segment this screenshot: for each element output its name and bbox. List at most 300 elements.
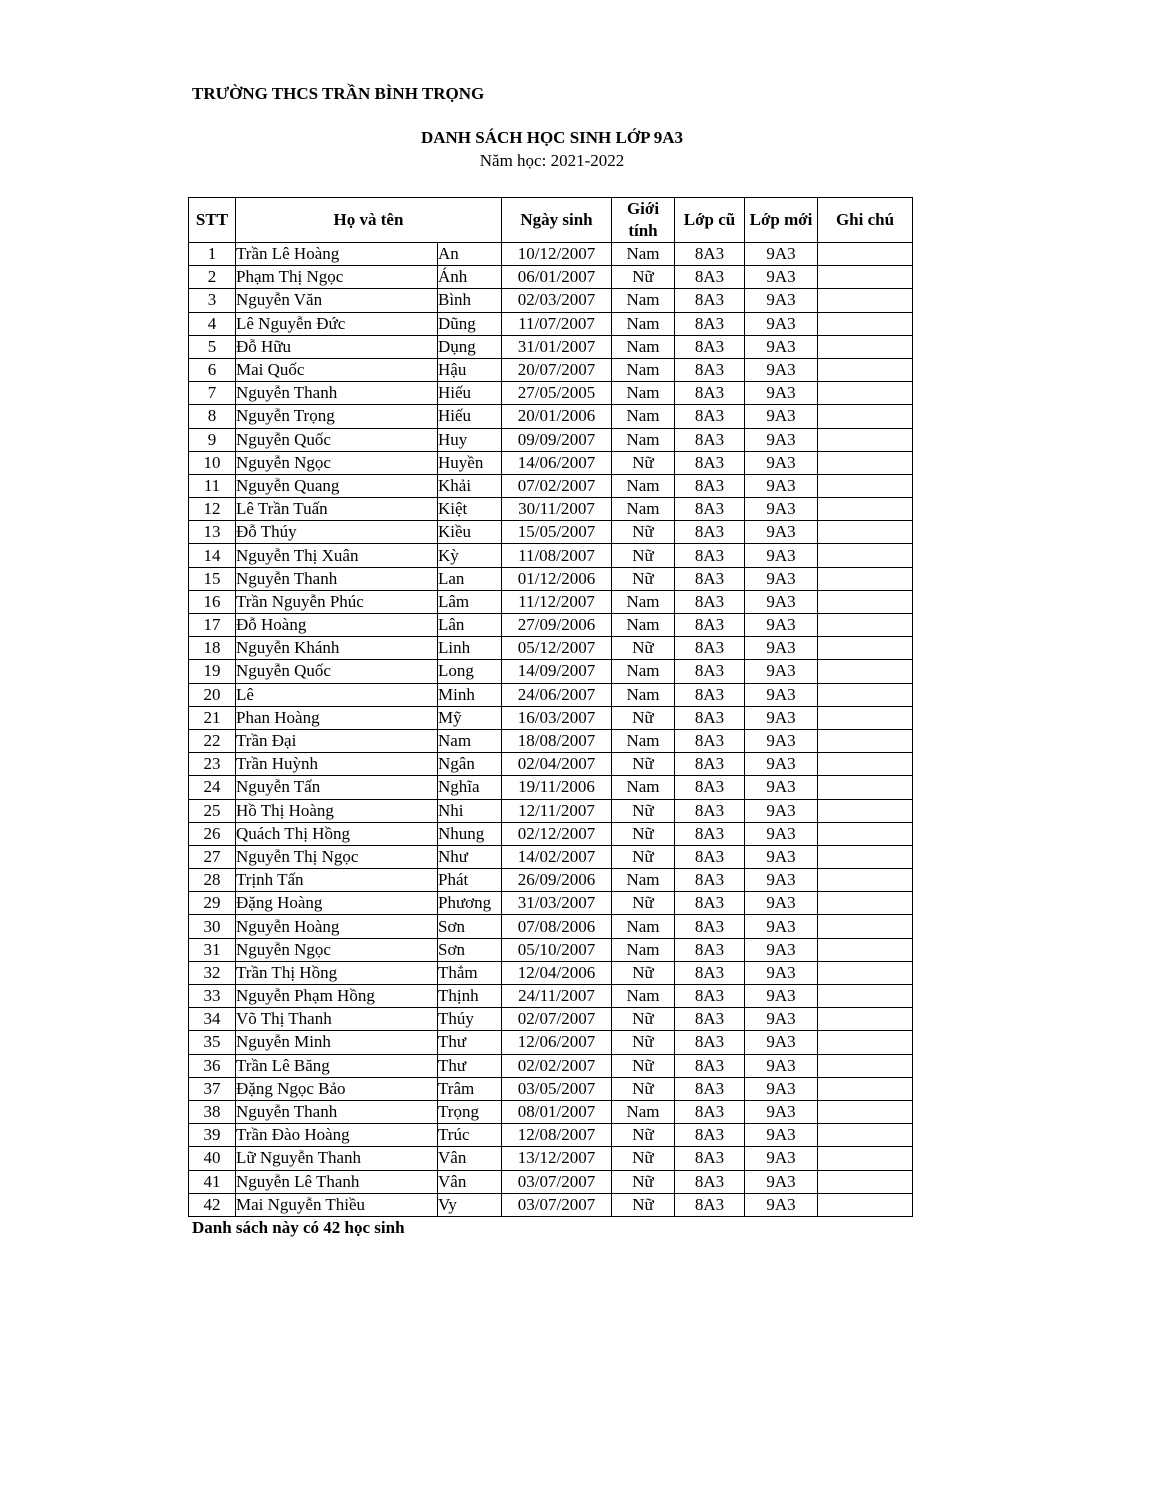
cell-stt: 2	[189, 266, 236, 289]
table-row	[189, 799, 913, 822]
cell-new-class: 9A3	[745, 961, 818, 984]
cell-first-name: Sơn	[438, 938, 502, 961]
cell-stt: 18	[189, 637, 236, 660]
cell-last-name: Nguyễn Quang	[236, 474, 438, 497]
cell-old-class: 8A3	[675, 1147, 745, 1170]
cell-gender: Nữ	[612, 1008, 675, 1031]
table-row	[189, 498, 913, 521]
cell-note	[818, 358, 913, 381]
cell-last-name: Nguyễn Thanh	[236, 1100, 438, 1123]
table-row	[189, 660, 913, 683]
cell-note	[818, 405, 913, 428]
cell-gender: Nam	[612, 915, 675, 938]
table-row	[189, 729, 913, 752]
cell-last-name: Đỗ Thúy	[236, 521, 438, 544]
cell-new-class: 9A3	[745, 938, 818, 961]
cell-note	[818, 892, 913, 915]
cell-note	[818, 590, 913, 613]
cell-gender: Nam	[612, 869, 675, 892]
table-row	[189, 451, 913, 474]
cell-gender: Nữ	[612, 1031, 675, 1054]
cell-last-name: Lê Nguyễn Đức	[236, 312, 438, 335]
table-row	[189, 289, 913, 312]
cell-gender: Nữ	[612, 845, 675, 868]
cell-note	[818, 289, 913, 312]
cell-note	[818, 1031, 913, 1054]
table-row	[189, 1147, 913, 1170]
cell-note	[818, 776, 913, 799]
cell-gender: Nam	[612, 683, 675, 706]
cell-old-class: 8A3	[675, 799, 745, 822]
cell-first-name: Kiệt	[438, 498, 502, 521]
cell-dob: 31/01/2007	[502, 335, 612, 358]
cell-first-name: Sơn	[438, 915, 502, 938]
cell-last-name: Nguyễn Quốc	[236, 660, 438, 683]
cell-stt: 13	[189, 521, 236, 544]
cell-note	[818, 1193, 913, 1216]
cell-last-name: Nguyễn Thị Xuân	[236, 544, 438, 567]
cell-gender: Nữ	[612, 266, 675, 289]
cell-last-name: Nguyễn Trọng	[236, 405, 438, 428]
cell-last-name: Nguyễn Lê Thanh	[236, 1170, 438, 1193]
cell-old-class: 8A3	[675, 358, 745, 381]
table-row	[189, 590, 913, 613]
cell-old-class: 8A3	[675, 428, 745, 451]
cell-first-name: An	[438, 243, 502, 266]
cell-new-class: 9A3	[745, 567, 818, 590]
cell-stt: 41	[189, 1170, 236, 1193]
document-title: DANH SÁCH HỌC SINH LỚP 9A3	[420, 128, 684, 147]
cell-note	[818, 1170, 913, 1193]
cell-new-class: 9A3	[745, 544, 818, 567]
cell-gender: Nữ	[612, 799, 675, 822]
table-row	[189, 706, 913, 729]
cell-old-class: 8A3	[675, 382, 745, 405]
cell-dob: 05/10/2007	[502, 938, 612, 961]
cell-first-name: Nhung	[438, 822, 502, 845]
cell-old-class: 8A3	[675, 660, 745, 683]
cell-last-name: Phạm Thị Ngọc	[236, 266, 438, 289]
cell-first-name: Nhi	[438, 799, 502, 822]
cell-first-name: Phát	[438, 869, 502, 892]
table-row	[189, 1124, 913, 1147]
cell-new-class: 9A3	[745, 822, 818, 845]
cell-stt: 3	[189, 289, 236, 312]
cell-dob: 02/02/2007	[502, 1054, 612, 1077]
cell-stt: 40	[189, 1147, 236, 1170]
cell-old-class: 8A3	[675, 961, 745, 984]
cell-note	[818, 683, 913, 706]
cell-gender: Nữ	[612, 1170, 675, 1193]
cell-old-class: 8A3	[675, 753, 745, 776]
cell-dob: 11/12/2007	[502, 590, 612, 613]
cell-dob: 07/02/2007	[502, 474, 612, 497]
cell-first-name: Long	[438, 660, 502, 683]
cell-old-class: 8A3	[675, 1077, 745, 1100]
cell-note	[818, 799, 913, 822]
student-table	[188, 197, 913, 1217]
cell-gender: Nữ	[612, 1124, 675, 1147]
cell-dob: 11/08/2007	[502, 544, 612, 567]
cell-new-class: 9A3	[745, 266, 818, 289]
cell-last-name: Đỗ Hữu	[236, 335, 438, 358]
table-row	[189, 776, 913, 799]
cell-note	[818, 498, 913, 521]
cell-new-class: 9A3	[745, 753, 818, 776]
header-old-class: Lớp cũ	[675, 198, 745, 243]
cell-gender: Nam	[612, 938, 675, 961]
cell-first-name: Thúy	[438, 1008, 502, 1031]
cell-stt: 1	[189, 243, 236, 266]
header-name: Họ và tên	[236, 198, 502, 243]
cell-new-class: 9A3	[745, 776, 818, 799]
cell-new-class: 9A3	[745, 1124, 818, 1147]
cell-old-class: 8A3	[675, 590, 745, 613]
cell-dob: 03/07/2007	[502, 1193, 612, 1216]
cell-note	[818, 451, 913, 474]
table-row	[189, 892, 913, 915]
school-name: TRƯỜNG THCS TRẦN BÌNH TRỌNG	[192, 84, 485, 103]
cell-stt: 25	[189, 799, 236, 822]
cell-last-name: Trần Nguyễn Phúc	[236, 590, 438, 613]
table-row	[189, 961, 913, 984]
cell-old-class: 8A3	[675, 567, 745, 590]
cell-note	[818, 1124, 913, 1147]
cell-stt: 7	[189, 382, 236, 405]
cell-old-class: 8A3	[675, 776, 745, 799]
cell-note	[818, 845, 913, 868]
cell-last-name: Nguyễn Quốc	[236, 428, 438, 451]
cell-new-class: 9A3	[745, 428, 818, 451]
cell-dob: 02/07/2007	[502, 1008, 612, 1031]
cell-old-class: 8A3	[675, 474, 745, 497]
table-row	[189, 382, 913, 405]
cell-dob: 02/03/2007	[502, 289, 612, 312]
cell-old-class: 8A3	[675, 498, 745, 521]
cell-old-class: 8A3	[675, 1100, 745, 1123]
cell-old-class: 8A3	[675, 845, 745, 868]
cell-new-class: 9A3	[745, 498, 818, 521]
cell-old-class: 8A3	[675, 822, 745, 845]
cell-note	[818, 312, 913, 335]
table-row	[189, 428, 913, 451]
cell-dob: 15/05/2007	[502, 521, 612, 544]
student-count-note: Danh sách này có 42 học sinh	[192, 1218, 405, 1237]
cell-gender: Nam	[612, 335, 675, 358]
cell-last-name: Hồ Thị Hoàng	[236, 799, 438, 822]
cell-dob: 01/12/2006	[502, 567, 612, 590]
cell-stt: 37	[189, 1077, 236, 1100]
cell-new-class: 9A3	[745, 614, 818, 637]
cell-first-name: Thịnh	[438, 985, 502, 1008]
cell-new-class: 9A3	[745, 660, 818, 683]
cell-stt: 11	[189, 474, 236, 497]
cell-first-name: Thư	[438, 1031, 502, 1054]
cell-stt: 16	[189, 590, 236, 613]
cell-new-class: 9A3	[745, 706, 818, 729]
cell-note	[818, 428, 913, 451]
cell-gender: Nữ	[612, 753, 675, 776]
table-row	[189, 1054, 913, 1077]
cell-gender: Nữ	[612, 521, 675, 544]
cell-old-class: 8A3	[675, 1031, 745, 1054]
cell-old-class: 8A3	[675, 892, 745, 915]
cell-new-class: 9A3	[745, 892, 818, 915]
cell-last-name: Lê Trần Tuấn	[236, 498, 438, 521]
cell-old-class: 8A3	[675, 243, 745, 266]
cell-new-class: 9A3	[745, 985, 818, 1008]
table-row	[189, 822, 913, 845]
cell-old-class: 8A3	[675, 405, 745, 428]
cell-note	[818, 961, 913, 984]
cell-note	[818, 869, 913, 892]
cell-note	[818, 474, 913, 497]
cell-new-class: 9A3	[745, 312, 818, 335]
cell-gender: Nam	[612, 614, 675, 637]
cell-last-name: Nguyễn Minh	[236, 1031, 438, 1054]
cell-dob: 18/08/2007	[502, 729, 612, 752]
cell-new-class: 9A3	[745, 1170, 818, 1193]
table-row	[189, 614, 913, 637]
cell-dob: 14/09/2007	[502, 660, 612, 683]
cell-stt: 30	[189, 915, 236, 938]
cell-stt: 31	[189, 938, 236, 961]
cell-gender: Nam	[612, 776, 675, 799]
cell-gender: Nam	[612, 358, 675, 381]
cell-new-class: 9A3	[745, 358, 818, 381]
cell-dob: 03/07/2007	[502, 1170, 612, 1193]
cell-first-name: Lân	[438, 614, 502, 637]
table-row	[189, 312, 913, 335]
cell-first-name: Nghĩa	[438, 776, 502, 799]
cell-gender: Nữ	[612, 544, 675, 567]
cell-new-class: 9A3	[745, 1100, 818, 1123]
cell-last-name: Nguyễn Văn	[236, 289, 438, 312]
cell-first-name: Vân	[438, 1170, 502, 1193]
cell-first-name: Vân	[438, 1147, 502, 1170]
header-stt: STT	[189, 198, 236, 243]
cell-note	[818, 1054, 913, 1077]
cell-note	[818, 938, 913, 961]
cell-last-name: Trần Lê Hoàng	[236, 243, 438, 266]
cell-stt: 42	[189, 1193, 236, 1216]
cell-last-name: Trần Đại	[236, 729, 438, 752]
cell-dob: 08/01/2007	[502, 1100, 612, 1123]
cell-stt: 14	[189, 544, 236, 567]
table-row	[189, 915, 913, 938]
table-row	[189, 358, 913, 381]
cell-new-class: 9A3	[745, 845, 818, 868]
cell-new-class: 9A3	[745, 1031, 818, 1054]
cell-dob: 07/08/2006	[502, 915, 612, 938]
cell-old-class: 8A3	[675, 521, 745, 544]
cell-old-class: 8A3	[675, 1008, 745, 1031]
cell-new-class: 9A3	[745, 1193, 818, 1216]
cell-old-class: 8A3	[675, 544, 745, 567]
cell-dob: 12/08/2007	[502, 1124, 612, 1147]
cell-first-name: Lan	[438, 567, 502, 590]
cell-new-class: 9A3	[745, 637, 818, 660]
cell-last-name: Nguyễn Tấn	[236, 776, 438, 799]
cell-gender: Nam	[612, 474, 675, 497]
cell-note	[818, 753, 913, 776]
cell-dob: 02/04/2007	[502, 753, 612, 776]
cell-first-name: Vy	[438, 1193, 502, 1216]
cell-first-name: Phương	[438, 892, 502, 915]
cell-first-name: Linh	[438, 637, 502, 660]
cell-note	[818, 382, 913, 405]
cell-first-name: Hiếu	[438, 382, 502, 405]
table-row	[189, 405, 913, 428]
table-row	[189, 1077, 913, 1100]
cell-note	[818, 266, 913, 289]
cell-last-name: Nguyễn Ngọc	[236, 938, 438, 961]
cell-stt: 28	[189, 869, 236, 892]
cell-dob: 27/09/2006	[502, 614, 612, 637]
cell-new-class: 9A3	[745, 1147, 818, 1170]
table-row	[189, 1100, 913, 1123]
table-row	[189, 1008, 913, 1031]
cell-old-class: 8A3	[675, 869, 745, 892]
cell-note	[818, 637, 913, 660]
cell-gender: Nữ	[612, 1077, 675, 1100]
cell-first-name: Thư	[438, 1054, 502, 1077]
cell-gender: Nữ	[612, 1193, 675, 1216]
cell-stt: 26	[189, 822, 236, 845]
cell-last-name: Đỗ Hoàng	[236, 614, 438, 637]
cell-note	[818, 1008, 913, 1031]
cell-stt: 29	[189, 892, 236, 915]
cell-first-name: Hậu	[438, 358, 502, 381]
header-new-class: Lớp mới	[745, 198, 818, 243]
cell-dob: 24/11/2007	[502, 985, 612, 1008]
cell-last-name: Đặng Hoàng	[236, 892, 438, 915]
table-row	[189, 683, 913, 706]
cell-gender: Nữ	[612, 567, 675, 590]
cell-new-class: 9A3	[745, 474, 818, 497]
cell-gender: Nữ	[612, 822, 675, 845]
cell-stt: 15	[189, 567, 236, 590]
cell-gender: Nam	[612, 729, 675, 752]
cell-dob: 19/11/2006	[502, 776, 612, 799]
table-row	[189, 567, 913, 590]
cell-gender: Nam	[612, 312, 675, 335]
cell-gender: Nam	[612, 1100, 675, 1123]
cell-stt: 23	[189, 753, 236, 776]
cell-note	[818, 567, 913, 590]
cell-last-name: Nguyễn Phạm Hồng	[236, 985, 438, 1008]
table-row	[189, 1031, 913, 1054]
cell-stt: 27	[189, 845, 236, 868]
cell-gender: Nam	[612, 243, 675, 266]
cell-stt: 9	[189, 428, 236, 451]
cell-first-name: Lâm	[438, 590, 502, 613]
cell-dob: 16/03/2007	[502, 706, 612, 729]
cell-stt: 10	[189, 451, 236, 474]
cell-note	[818, 915, 913, 938]
cell-first-name: Ngân	[438, 753, 502, 776]
cell-stt: 38	[189, 1100, 236, 1123]
cell-last-name: Lữ Nguyễn Thanh	[236, 1147, 438, 1170]
cell-dob: 10/12/2007	[502, 243, 612, 266]
cell-old-class: 8A3	[675, 637, 745, 660]
table-row	[189, 521, 913, 544]
cell-stt: 39	[189, 1124, 236, 1147]
cell-last-name: Nguyễn Khánh	[236, 637, 438, 660]
cell-last-name: Phan Hoàng	[236, 706, 438, 729]
cell-first-name: Kỳ	[438, 544, 502, 567]
cell-note	[818, 1100, 913, 1123]
cell-stt: 32	[189, 961, 236, 984]
cell-first-name: Trúc	[438, 1124, 502, 1147]
cell-new-class: 9A3	[745, 335, 818, 358]
cell-gender: Nam	[612, 498, 675, 521]
cell-gender: Nam	[612, 660, 675, 683]
cell-gender: Nữ	[612, 892, 675, 915]
cell-note	[818, 544, 913, 567]
cell-note	[818, 1077, 913, 1100]
cell-note	[818, 335, 913, 358]
table-row	[189, 335, 913, 358]
table-row	[189, 243, 913, 266]
cell-dob: 05/12/2007	[502, 637, 612, 660]
cell-gender: Nam	[612, 289, 675, 312]
cell-old-class: 8A3	[675, 915, 745, 938]
table-body	[189, 243, 913, 1217]
cell-stt: 34	[189, 1008, 236, 1031]
cell-dob: 30/11/2007	[502, 498, 612, 521]
cell-first-name: Mỹ	[438, 706, 502, 729]
cell-stt: 36	[189, 1054, 236, 1077]
cell-stt: 12	[189, 498, 236, 521]
cell-stt: 21	[189, 706, 236, 729]
cell-new-class: 9A3	[745, 915, 818, 938]
cell-note	[818, 243, 913, 266]
cell-new-class: 9A3	[745, 683, 818, 706]
cell-note	[818, 660, 913, 683]
cell-first-name: Khải	[438, 474, 502, 497]
cell-old-class: 8A3	[675, 614, 745, 637]
cell-gender: Nữ	[612, 637, 675, 660]
cell-dob: 11/07/2007	[502, 312, 612, 335]
cell-last-name: Trần Thị Hồng	[236, 961, 438, 984]
cell-note	[818, 985, 913, 1008]
table-row	[189, 474, 913, 497]
cell-first-name: Trọng	[438, 1100, 502, 1123]
cell-note	[818, 822, 913, 845]
cell-stt: 20	[189, 683, 236, 706]
cell-dob: 24/06/2007	[502, 683, 612, 706]
cell-last-name: Lê	[236, 683, 438, 706]
cell-old-class: 8A3	[675, 1193, 745, 1216]
cell-old-class: 8A3	[675, 1124, 745, 1147]
cell-dob: 02/12/2007	[502, 822, 612, 845]
cell-last-name: Trần Huỳnh	[236, 753, 438, 776]
cell-new-class: 9A3	[745, 1054, 818, 1077]
cell-stt: 8	[189, 405, 236, 428]
cell-old-class: 8A3	[675, 451, 745, 474]
cell-first-name: Ánh	[438, 266, 502, 289]
header-gender: Giới tính	[612, 198, 675, 243]
cell-last-name: Nguyễn Ngọc	[236, 451, 438, 474]
cell-dob: 06/01/2007	[502, 266, 612, 289]
table-row	[189, 1193, 913, 1216]
cell-dob: 20/07/2007	[502, 358, 612, 381]
table-row	[189, 753, 913, 776]
cell-old-class: 8A3	[675, 683, 745, 706]
cell-gender: Nữ	[612, 1054, 675, 1077]
cell-old-class: 8A3	[675, 289, 745, 312]
